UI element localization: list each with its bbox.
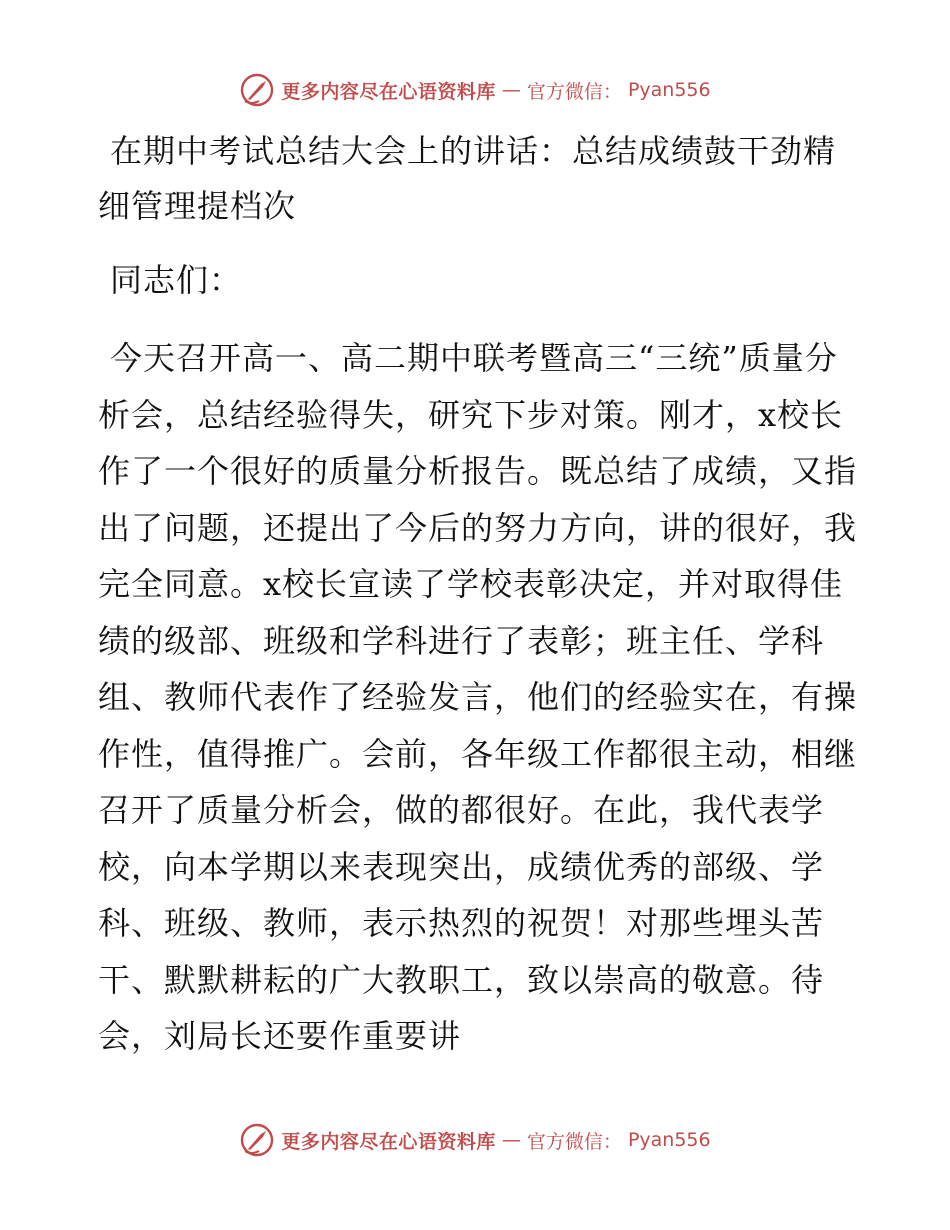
salutation: 同志们： <box>110 261 243 299</box>
banner-brand-text: 更多内容尽在心语资料库 <box>281 1130 496 1153</box>
document-title: 在期中考试总结大会上的讲话：总结成绩鼓干劲精细管理提档次 <box>98 132 837 225</box>
footer-banner <box>0 1120 950 1160</box>
banner-separator: — <box>501 79 521 101</box>
banner-wechat-id: Pyan556 <box>627 79 711 101</box>
banner-separator: — <box>501 1129 521 1151</box>
banner-brand-text: 更多内容尽在心语资料库 <box>281 80 496 103</box>
body-paragraph: 今天召开高一、高二期中联考暨高三“三统”质量分析会，总结经验得失，研究下步对策。刚才，x校长作了一个很好的质量分析报告。既总结了成绩，又指出了问题，还提出了今后的努力方向，讲的很好，我完全同意。x校长宣读了学校表彰决定，并对取得佳绩的级部、班级和学科进行了表彰；班主任、学科组、教师代表作了经验发言，他们的经验实在，有操作性，值得推广。会前，各年级工作都很主动，相继召开了质量分析会，做的都很好。在此，我代表学校，向本学期以来表现突出，成绩优秀的部级、学科、班级、教师，表示热烈的祝贺！对那些埋头苦干、默默耕耘的广大教职工，致以崇高的敬意。待会，刘局长还要作重要讲 <box>98 339 858 1055</box>
banner-wechat-label: 官方微信： <box>526 80 622 103</box>
quill-pen-logo-icon <box>239 1122 275 1158</box>
header-banner <box>0 70 950 110</box>
banner-wechat-id: Pyan556 <box>627 1129 711 1151</box>
quill-pen-logo-icon <box>239 72 275 108</box>
banner-wechat-label: 官方微信： <box>526 1130 622 1153</box>
document-body <box>98 124 858 1065</box>
